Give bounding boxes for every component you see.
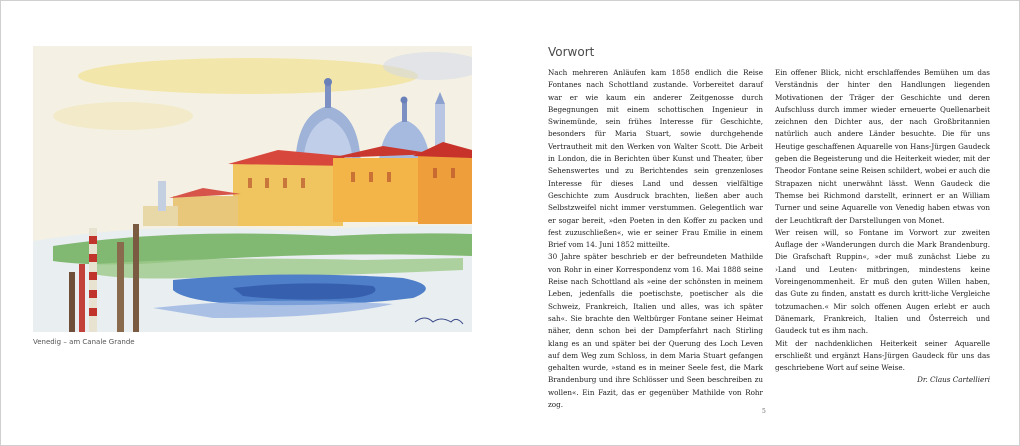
venice-watercolor-illustration [33, 46, 472, 332]
section-heading: Vorwort [548, 45, 595, 59]
paragraph: Nach mehreren Anläufen kam 1858 endlich die Reise Fontanes nach Schottland zustande. Vorbereitet darauf war er wie kaum ein anderer Zeitgenosse durch Begegnungen mit einem schottischen Ingenieur in Swinemünde, sein frühes Interesse für Geschichte, besonders für Maria Stuart, sowie durchgehende Vertrautheit mit den Werken von Walter Scott. Die Arbeit in London, die in Berichten über Kunst und Theater, über Sehenswertes und zu Berichtendes sein grenzenloses Interesse für dieses Land und dessen vielfältige Geschichte zum Ausdruck brachten, ließen aber auch Selbstzweifel nicht immer verstummen. Gelegentlich war er sogar bereit, »den Poeten in den Koffer zu packen und fest zuzuschließen«, wie er seiner Frau Emilie in einem Brief vom 14. Juni 1852 mitteilte. [548, 68, 763, 250]
image-caption: Venedig – am Canale Grande [33, 338, 135, 346]
paragraph: Mit der nachdenklichen Heiterkeit seiner Aquarelle erschließt und ergänzt Hans-Jürgen Gaudeck für uns das geschriebene Wort auf seine Weise. [775, 338, 990, 373]
paragraph: Wer reisen will, so Fontane im Vorwort zur zweiten Auflage der »Wanderungen durch die Mark Brandenburg. Die Grafschaft Ruppin«, »der muß zunächst Liebe zu ›Land und Leuten‹ mitbringen, mindestens keine Voreingenommenheit. Er muß den guten Willen haben, das Gute zu finden, anstatt es durch kritt-liche Vergleiche totzumachen.« Mir solch offenen Augen erlebt er auch Dänemark, Frankreich, Italien und Österreich und Gaudeck tut es ihm nach. [775, 227, 990, 336]
author-signature: Dr. Claus Cartellieri [917, 375, 990, 385]
paragraph: Ein offener Blick, nicht erschlaffendes Bemühen um das Verständnis der hinter den Handlungen liegenden Motivationen der Träger der Geschichte und deren Aufschluss durch immer wieder erneuerte Quellenarbeit zeichnen den Dichter aus, der nach Großbritannien natürlich auch andere Länder besuchte. Die für uns Heutige geschaffenen Aquarelle von Hans-Jürgen Gaudeck geben die Begeisterung und die Heiterkeit wieder, mit der Theodor Fontane seine Reisen schildert, wobei er auch die Strapazen nicht unerwähnt lässt. Wenn Gaudeck die Themse bei Richmond darstellt, erinnert er an William Turner und seine Aquarelle von Venedig haben etwas von der Leuchtkraft der Darstellungen von Monet. [775, 68, 990, 225]
text-column-right [775, 67, 990, 387]
page-number: 5 [762, 408, 766, 415]
paragraph: 30 Jahre später beschrieb er der befreundeten Mathilde von Rohr in einer Korrespondenz vom 16. Mai 1888 seine Reise nach Schottland als »eine der schönsten in meinem Leben, jedenfalls die poetischste, poetischer als die Schweiz, Frankreich, Italien und alles, was ich später sah«. Sie brachte den Weltbürger Fontane seiner Heimat näher, denn schon bei der Dampferfahrt nach Stirling klang es an und später bei der Querung des Loch Leven auf dem Weg zum Schloss, in dem Maria Stuart gefangen gehalten wurde, »stand es in meiner Seele fest, die Mark Brandenburg und ihre Schlösser und Seen beschreiben zu wollen«. Ein Fazit, das er gegenüber Mathilde von Rohr zog. [548, 252, 763, 410]
text-column-left [548, 67, 763, 411]
